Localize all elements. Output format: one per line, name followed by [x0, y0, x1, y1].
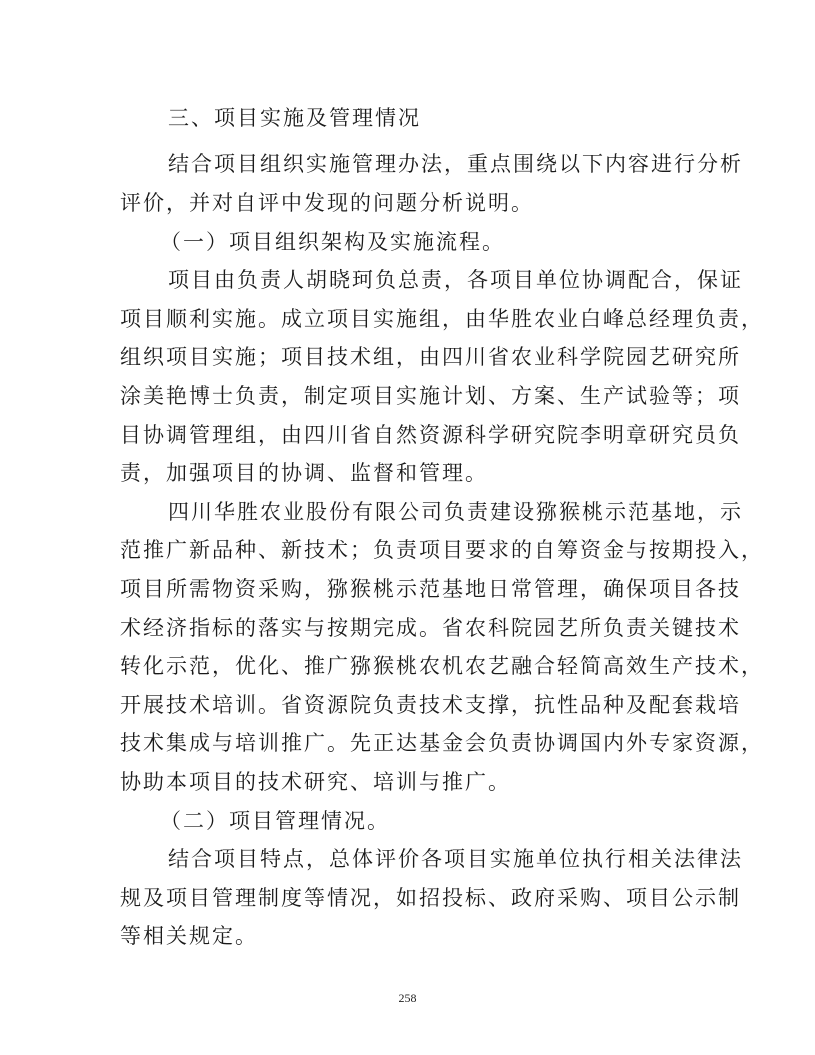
paragraph-line: 结合项目特点，总体评价各项目实施单位执行相关法律法 [168, 847, 743, 871]
page-number: 258 [398, 991, 417, 1005]
subsection-1-heading: （一）项目组织架构及实施流程。 [160, 230, 505, 254]
section-heading: 三、项目实施及管理情况 [168, 106, 421, 130]
paragraph-line: 目协调管理组，由四川省自然资源科学研究院李明章研究员负 [120, 423, 741, 447]
paragraph-line: 等相关规定。 [120, 924, 258, 948]
intro-line-1: 结合项目组织实施管理办法，重点围绕以下内容进行分析 [168, 152, 743, 176]
paragraph-line: 涂美艳博士负责，制定项目实施计划、方案、生产试验等；项 [120, 384, 741, 408]
paragraph-line: 规及项目管理制度等情况，如招投标、政府采购、项目公示制 [120, 886, 741, 910]
paragraph-line: 术经济指标的落实与按期完成。省农科院园艺所负责关键技术 [120, 616, 741, 640]
paragraph-line: 项目由负责人胡晓珂负总责，各项目单位协调配合，保证 [168, 268, 743, 292]
paragraph-line: 技术集成与培训推广。先正达基金会负责协调国内外专家资源， [120, 731, 764, 755]
paragraph-line: 组织项目实施；项目技术组，由四川省农业科学院园艺研究所 [120, 345, 741, 369]
paragraph-line: 项目所需物资采购，猕猴桃示范基地日常管理，确保项目各技 [120, 577, 741, 601]
paragraph-line: 开展技术培训。省资源院负责技术支撑，抗性品种及配套栽培 [120, 693, 741, 717]
intro-line-2: 评价，并对自评中发现的问题分析说明。 [120, 191, 534, 215]
paragraph-line: 四川华胜农业股份有限公司负责建设猕猴桃示范基地，示 [168, 500, 743, 524]
paragraph-line: 范推广新品种、新技术；负责项目要求的自筹资金与按期投入， [120, 538, 764, 562]
paragraph-line: 协助本项目的技术研究、培训与推广。 [120, 770, 511, 794]
paragraph-line: 项目顺利实施。成立项目实施组，由华胜农业白峰总经理负责， [120, 307, 764, 331]
paragraph-line: 责，加强项目的协调、监督和管理。 [120, 461, 488, 485]
subsection-2-heading: （二）项目管理情况。 [160, 809, 390, 833]
paragraph-line: 转化示范，优化、推广猕猴桃农机农艺融合轻简高效生产技术， [120, 654, 764, 678]
